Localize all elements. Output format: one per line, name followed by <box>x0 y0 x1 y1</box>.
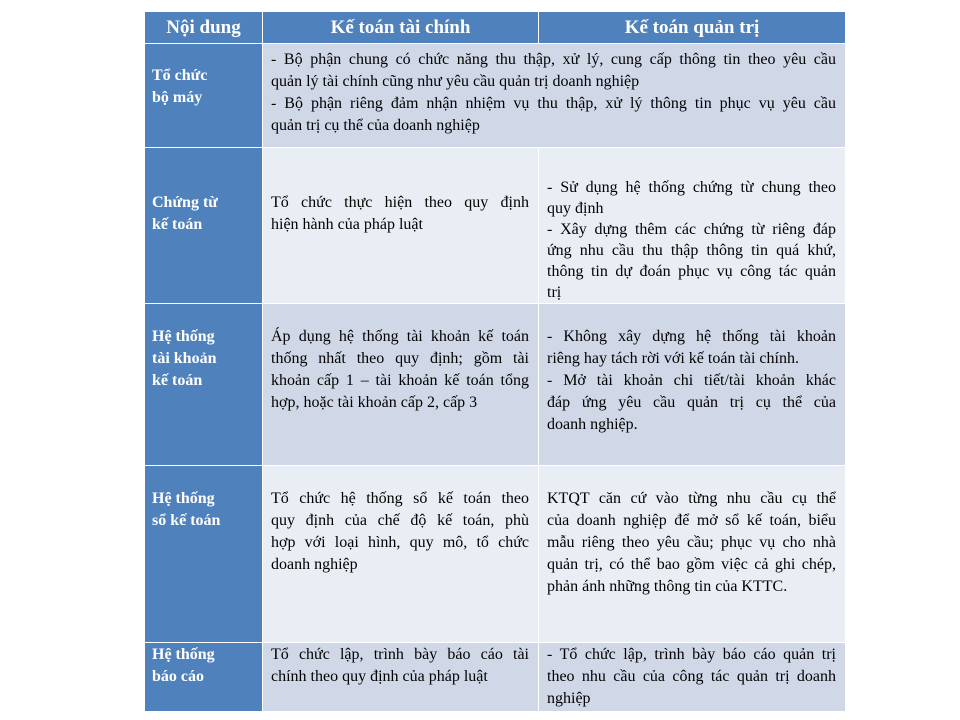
cell-text-line: hợp, hoặc tài khoản cấp 2, cấp 3 <box>271 394 478 411</box>
cell-text-line: thông tin dự đoán phục vụ công tác quản <box>547 263 836 280</box>
cell-text-line: Tổ chức hệ thống sổ kế toán theo <box>271 490 529 507</box>
row-label-accounting-vouchers <box>145 148 262 303</box>
row-label-line: sổ kế toán <box>152 512 221 529</box>
cell-text-line: doanh nghiệp. <box>547 416 638 433</box>
row-label-ledger-system <box>145 466 262 642</box>
cell-text-line: nghiệp <box>547 690 591 707</box>
cell-text-line: quản trị, có thể bao gồm việc cả ghi chép, <box>547 556 836 573</box>
row-label-line: bộ máy <box>152 89 203 106</box>
cell-text-line: thống nhất theo quy định; gồm tài <box>271 350 529 367</box>
cell-text-line: quy định của chế độ kế toán, phù <box>271 512 529 529</box>
row-label-line: tài khoản <box>152 350 217 367</box>
cell-financial-ledger-system <box>263 466 538 642</box>
cell-management-account-system <box>539 304 845 465</box>
cell-text-line: phản ánh những thông tin của KTTC. <box>547 578 788 595</box>
row-label-line: Hệ thống <box>152 646 215 663</box>
cell-text-line: - Xây dựng thêm các chứng từ riêng đáp <box>547 221 836 238</box>
cell-text-line: mẫu riêng theo yêu cầu; phục vụ cho nhà <box>547 534 836 551</box>
cell-text-line: - Không xây dựng hệ thống tài khoản <box>547 328 836 345</box>
cell-financial-reporting-system <box>263 643 538 711</box>
cell-text-line: - Mở tài khoản chi tiết/tài khoản khác <box>547 372 836 389</box>
row-label-line: Chứng từ <box>152 194 218 211</box>
cell-text-line: quản lý tài chính cũng như yêu cầu quản trị doanh nghiệp <box>271 73 640 90</box>
cell-text-line: Tổ chức lập, trình bày báo cáo tài <box>271 646 529 663</box>
cell-financial-account-system <box>263 304 538 465</box>
cell-management-ledger-system <box>539 466 845 642</box>
cell-text-line: của doanh nghiệp để mở sổ kế toán, biểu <box>547 512 836 529</box>
cell-text-line: - Bộ phận riêng đảm nhận nhiệm vụ thu thập, xử lý thông tin phục vụ yêu cầu <box>271 95 836 112</box>
cell-text-line: Áp dụng hệ thống tài khoản kế toán <box>271 328 529 345</box>
cell-text-line: quy định <box>547 200 604 217</box>
cell-text-line: theo nhu cầu của công tác quản trị doanh <box>547 668 836 685</box>
cell-shared-organization-structure <box>263 44 845 147</box>
cell-management-reporting-system <box>539 643 845 711</box>
cell-text-line: Tổ chức thực hiện theo quy định <box>271 194 529 211</box>
row-label-line: Tổ chức <box>152 67 208 84</box>
row-label-line: Hệ thống <box>152 328 215 345</box>
header-cell-financial-accounting: Kế toán tài chính <box>263 12 538 43</box>
cell-text-line: - Tổ chức lập, trình bày báo cáo quản trị <box>547 646 836 663</box>
cell-text-line: khoản cấp 1 – tài khoản kế toán tổng <box>271 372 529 389</box>
cell-text-line: chính theo quy định của pháp luật <box>271 668 488 685</box>
cell-text-line: hợp với loại hình, quy mô, tổ chức <box>271 534 529 551</box>
header-cell-management-accounting: Kế toán quản trị <box>539 12 845 43</box>
row-label-line: kế toán <box>152 216 203 233</box>
cell-text-line: KTQT căn cứ vào từng nhu cầu cụ thể <box>547 490 836 507</box>
cell-text-line: quản trị cụ thể của doanh nghiệp <box>271 117 480 134</box>
cell-text-line: hiện hành của pháp luật <box>271 216 423 233</box>
row-label-organization-structure <box>145 44 262 147</box>
cell-text-line: - Bộ phận chung có chức năng thu thập, xử lý, cung cấp thông tin theo yêu cầu <box>271 51 836 68</box>
cell-financial-accounting-vouchers <box>263 148 538 303</box>
comparison-table <box>145 12 845 711</box>
row-label-line: kế toán <box>152 372 203 389</box>
row-label-account-system <box>145 304 262 465</box>
cell-text-line: trị <box>547 284 562 301</box>
row-label-reporting-system <box>145 643 262 711</box>
cell-text-line: - Sử dụng hệ thống chứng từ chung theo <box>547 179 836 196</box>
cell-text-line: đáp ứng yêu cầu quản trị cụ thể của <box>547 394 836 411</box>
row-label-line: Hệ thống <box>152 490 215 507</box>
cell-text-line: doanh nghiệp <box>271 556 358 573</box>
cell-text-line: riêng hay tách rời với kế toán tài chính. <box>547 350 799 367</box>
header-cell-topic: Nội dung <box>145 12 262 43</box>
cell-text-line: ứng nhu cầu thu thập thông tin quá khứ, <box>547 242 836 259</box>
cell-management-accounting-vouchers <box>539 148 845 303</box>
row-label-line: báo cáo <box>152 668 204 685</box>
